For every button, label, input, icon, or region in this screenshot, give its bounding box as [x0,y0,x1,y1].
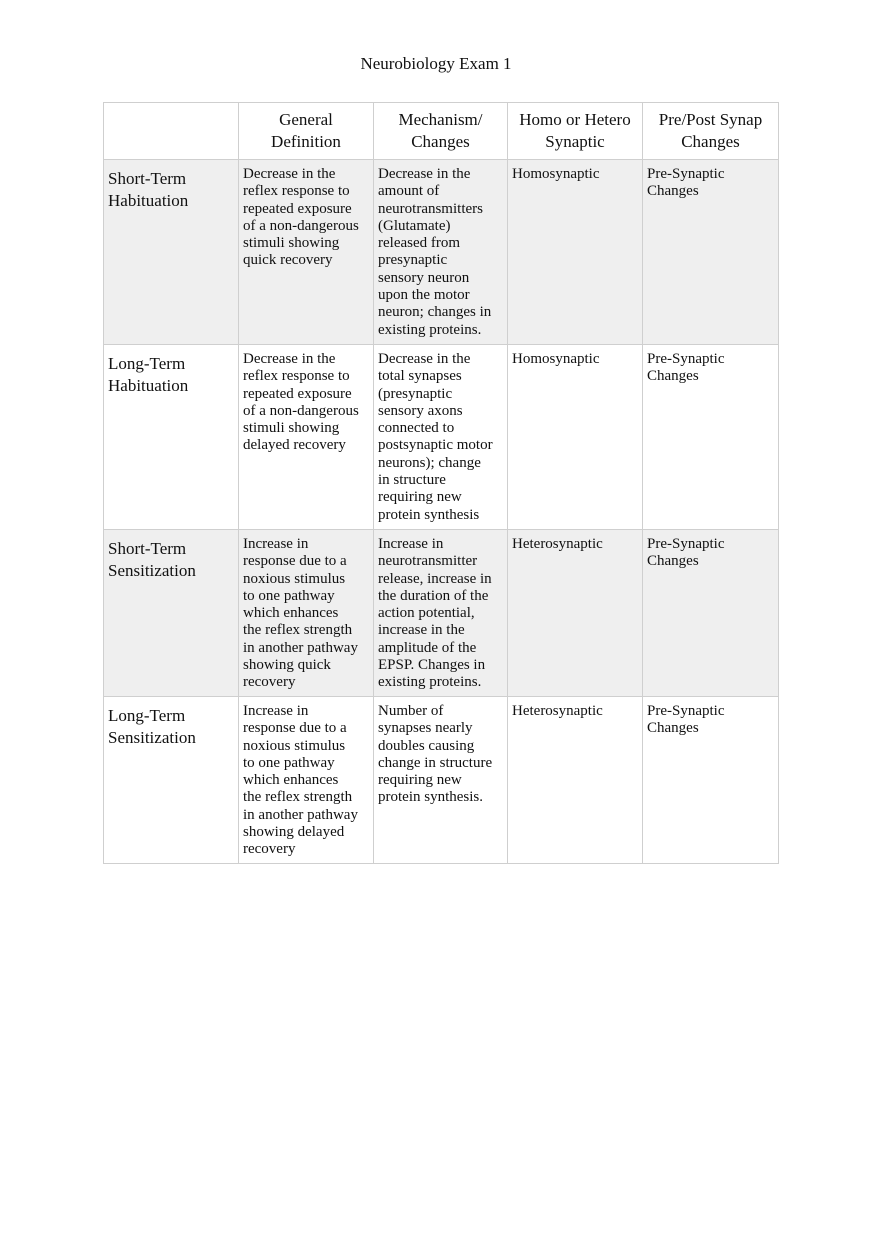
definition-text: Decrease in the reflex response to repeated exposure of a non-dangerous stimuli showing quick recovery [243,166,359,269]
page-title: Neurobiology Exam 1 [360,54,512,73]
synaptic-cell [508,697,643,864]
prepost-cell [643,697,779,864]
header-mechanism-changes [374,103,508,160]
prepost-text: Pre-Synaptic Changes [647,536,725,570]
definition-cell [239,160,374,345]
mechanism-cell [374,530,508,697]
mechanism-text: Decrease in the amount of neurotransmitters (Glutamate) released from presynaptic sensory neuron upon the motor neuron; changes in existing proteins. [378,166,492,338]
mechanism-text: Increase in neurotransmitter release, increase in the duration of the action potential, increase in the amplitude of the EPSP. Changes in existing proteins. [378,536,492,691]
header-pre-post-synap [643,103,779,160]
definition-cell [239,697,374,864]
row-label: Short-Term Sensitization [108,539,196,580]
synaptic-cell [508,160,643,345]
prepost-cell [643,160,779,345]
definition-text: Decrease in the reflex response to repeated exposure of a non-dangerous stimuli showing delayed recovery [243,351,359,454]
mechanism-cell [374,160,508,345]
definition-text: Increase in response due to a noxious stimulus to one pathway which enhances the reflex strength in another pathway showing quick recovery [243,536,358,691]
header-label: Mechanism/ Changes [398,110,483,151]
definition-cell [239,345,374,530]
row-label-cell [104,160,239,345]
row-label-cell [104,530,239,697]
row-label: Short-Term Habituation [108,169,189,210]
header-general-definition [239,103,374,160]
comparison-table [103,102,779,864]
definition-cell [239,530,374,697]
row-label-cell [104,345,239,530]
prepost-text: Pre-Synaptic Changes [647,703,725,737]
synaptic-text: Homosynaptic [512,351,600,367]
header-label: General Definition [271,110,341,151]
header-label: Homo or Hetero Synaptic [519,110,631,151]
mechanism-cell [374,697,508,864]
row-label: Long-Term Habituation [108,354,189,395]
table-row [104,697,779,864]
prepost-cell [643,345,779,530]
mechanism-cell [374,345,508,530]
synaptic-cell [508,530,643,697]
header-label: Pre/Post Synap Changes [658,110,763,151]
row-label: Long-Term Sensitization [108,706,196,747]
synaptic-text: Homosynaptic [512,166,600,182]
table-row [104,345,779,530]
synaptic-text: Heterosynaptic [512,536,603,552]
synaptic-text: Heterosynaptic [512,703,603,719]
prepost-cell [643,530,779,697]
definition-text: Increase in response due to a noxious stimulus to one pathway which enhances the reflex strength in another pathway showing delayed recovery [243,703,358,858]
prepost-text: Pre-Synaptic Changes [647,351,725,385]
mechanism-text: Number of synapses nearly doubles causing change in structure requiring new protein synthesis. [378,703,493,806]
table-row [104,530,779,697]
synaptic-cell [508,345,643,530]
header-homo-hetero-synaptic [508,103,643,160]
table-header-row [104,103,779,160]
row-label-cell [104,697,239,864]
mechanism-text: Decrease in the total synapses (presynaptic sensory axons connected to postsynaptic motor neurons); change in structure requiring new protein synthesis [378,351,493,523]
prepost-text: Pre-Synaptic Changes [647,166,725,200]
header-blank [104,103,239,160]
table-row [104,160,779,345]
